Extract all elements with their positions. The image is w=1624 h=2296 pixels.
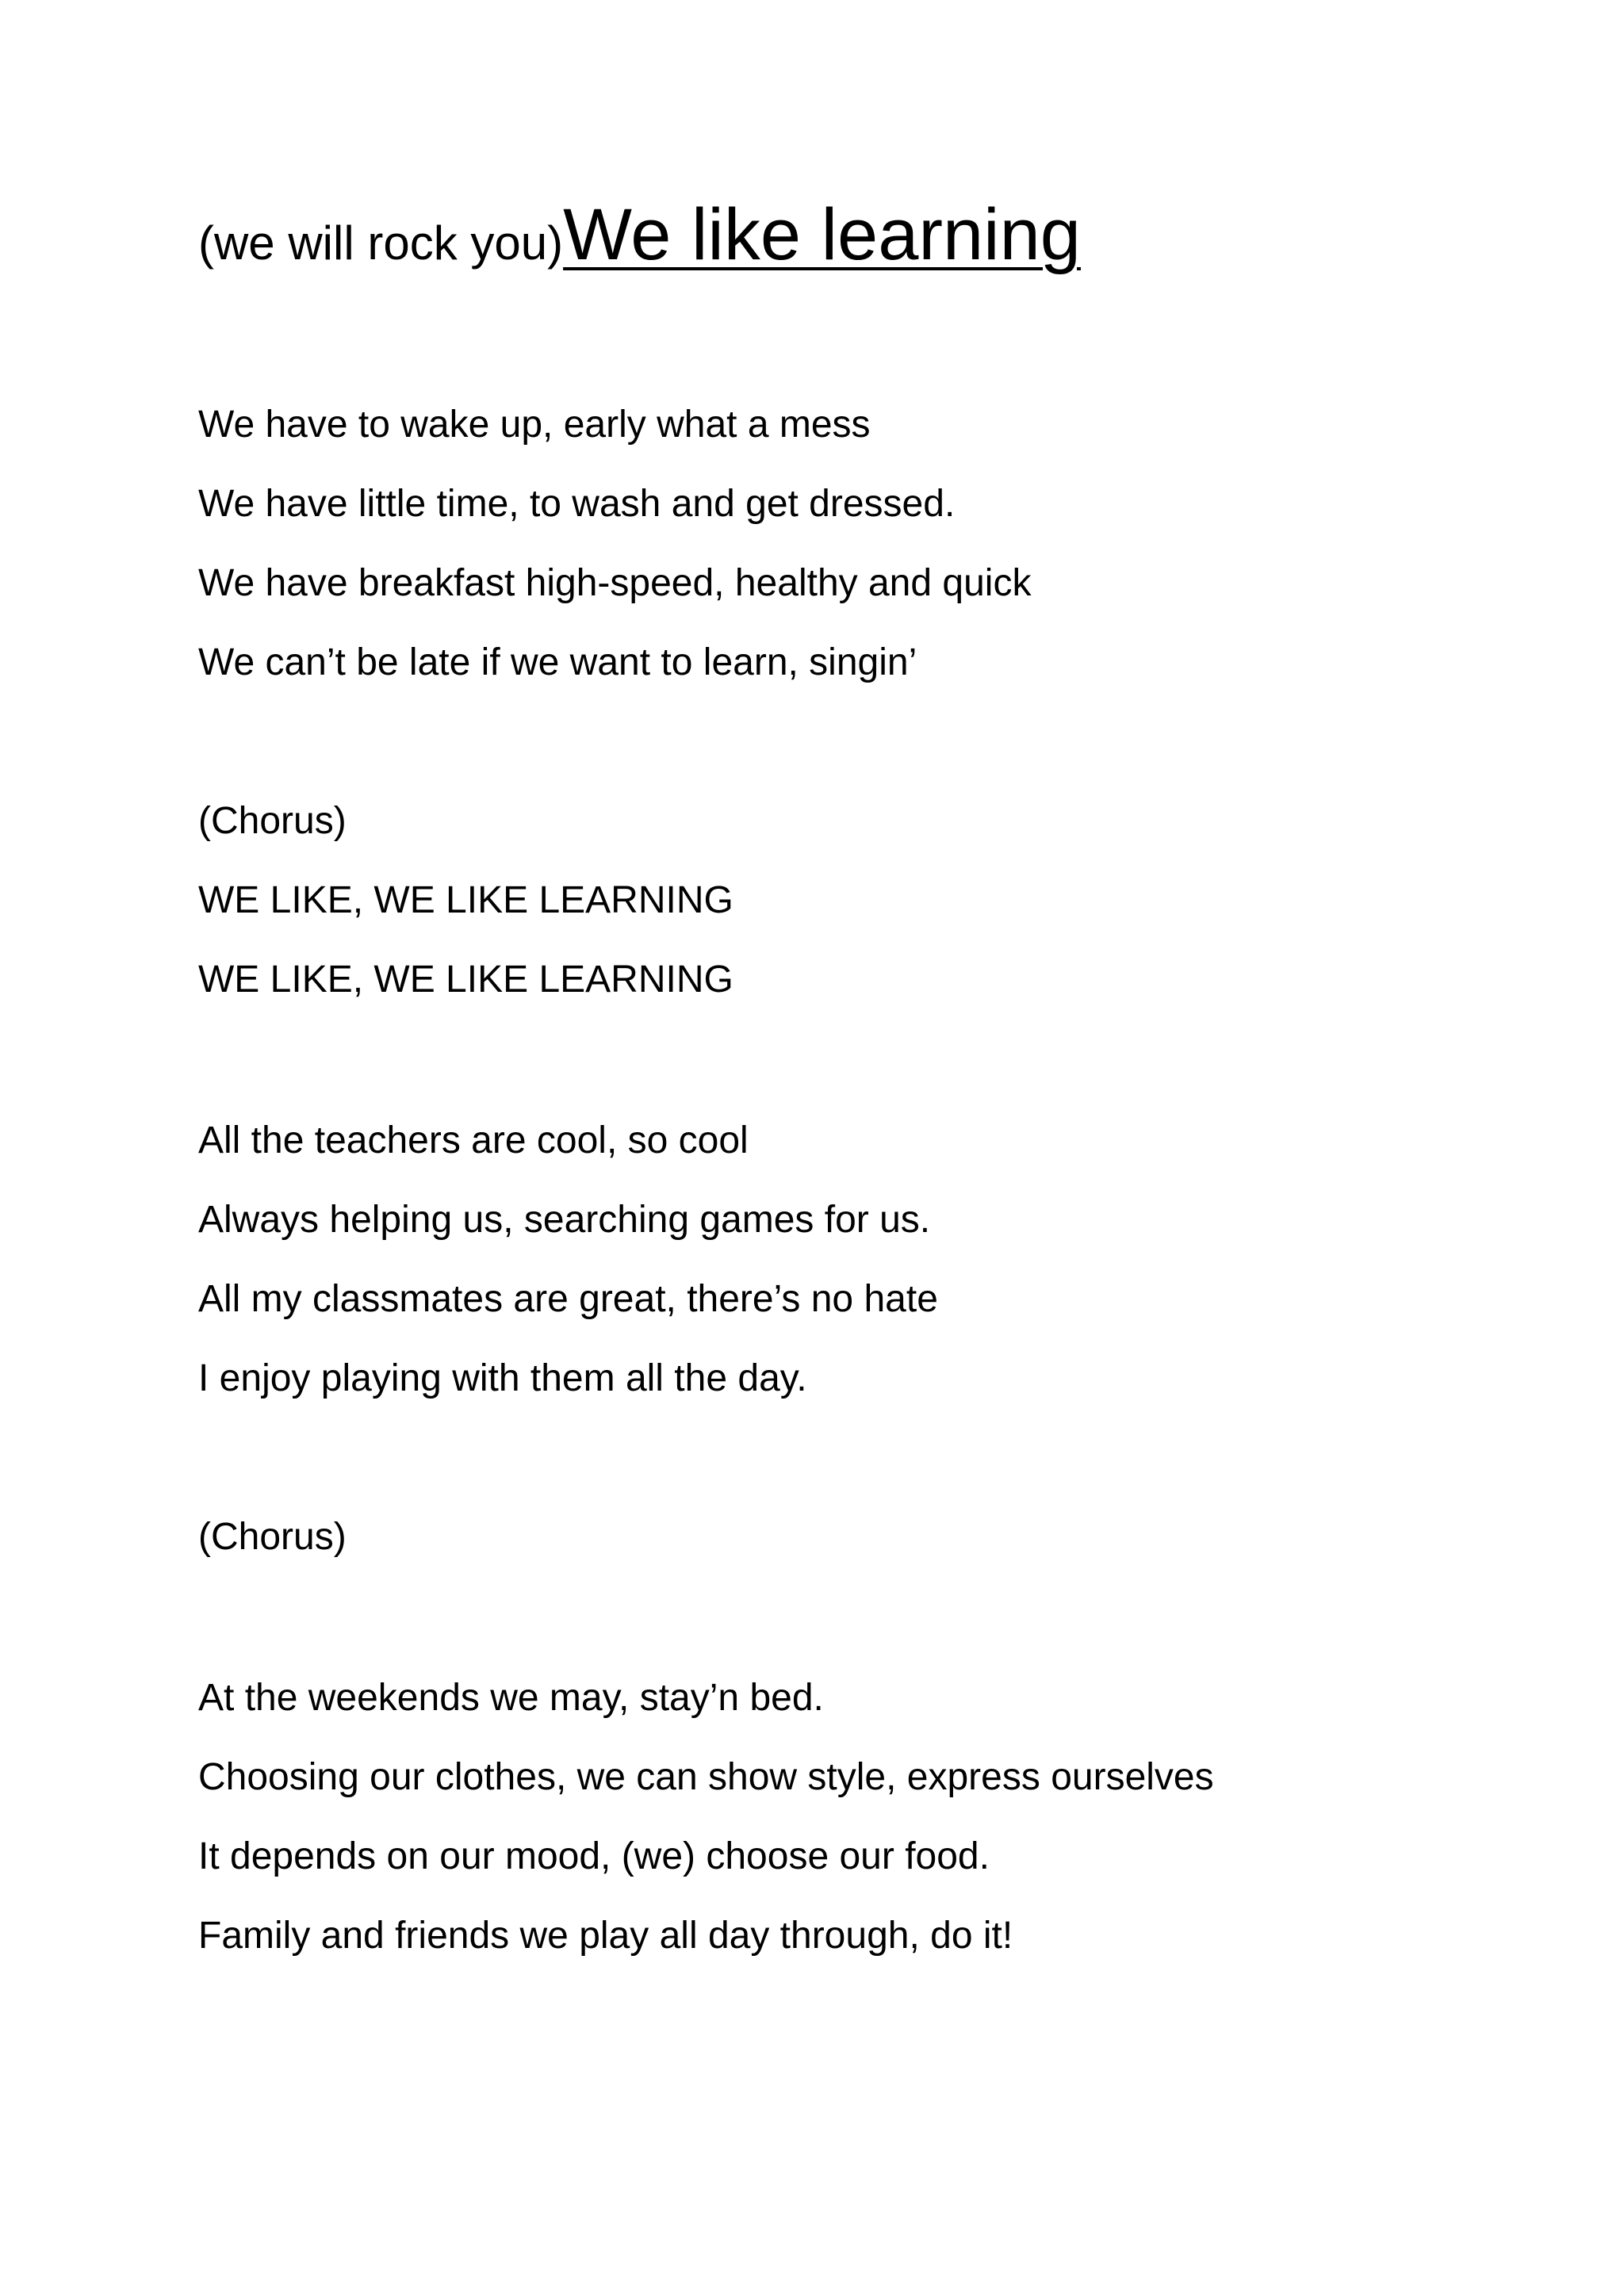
chorus-line-1: WE LIKE, WE LIKE LEARNING xyxy=(198,879,733,921)
verse1-line-1: We have to wake up, early what a mess xyxy=(198,404,871,446)
chorus-line-2: WE LIKE, WE LIKE LEARNING xyxy=(198,959,733,1001)
chorus-label-1: (Chorus) xyxy=(198,800,347,842)
verse2-line-3: All my classmates are great, there’s no hate xyxy=(198,1278,938,1320)
page-title: We like learning xyxy=(563,194,1081,275)
chorus-label-2: (Chorus) xyxy=(198,1516,347,1558)
verse1-line-4: We can’t be late if we want to learn, singin’ xyxy=(198,641,917,683)
verse3-line-3: It depends on our mood, (we) choose our food. xyxy=(198,1835,990,1877)
verse2-line-4: I enjoy playing with them all the day. xyxy=(198,1357,807,1399)
verse3-line-1: At the weekends we may, stay’n bed. xyxy=(198,1677,824,1719)
verse1-line-3: We have breakfast high-speed, healthy and quick xyxy=(198,562,1032,604)
verse1-line-2: We have little time, to wash and get dressed. xyxy=(198,483,956,525)
verse3-line-2: Choosing our clothes, we can show style, express ourselves xyxy=(198,1756,1214,1798)
verse2-line-1: All the teachers are cool, so cool xyxy=(198,1119,749,1161)
title-line xyxy=(198,194,1081,275)
title-prefix: (we will rock you) xyxy=(198,216,564,270)
verse2-line-2: Always helping us, searching games for us. xyxy=(198,1199,931,1241)
verse3-line-4: Family and friends we play all day through, do it! xyxy=(198,1915,1013,1957)
